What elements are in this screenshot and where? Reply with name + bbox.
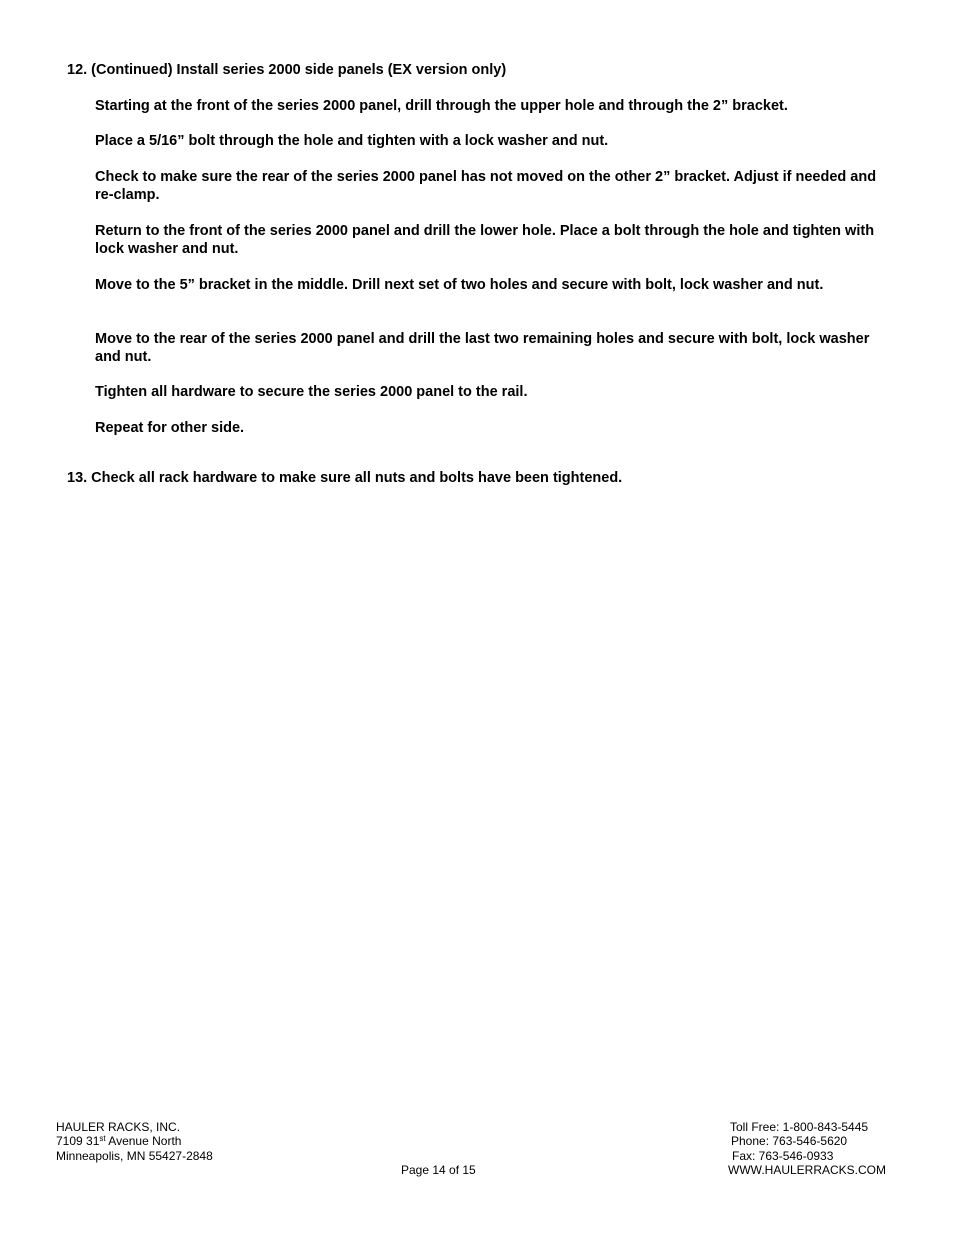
step-12-paragraph-4: Return to the front of the series 2000 panel and drill the lower hole. Place a bolt through the hole and tighten with lock washer and nut. — [95, 223, 875, 257]
footer-fax: Fax: 763-546-0933 — [732, 1149, 834, 1163]
footer-address — [56, 1134, 181, 1149]
footer-address-number: 7109 31 — [56, 1134, 100, 1148]
step-12-paragraph-6: Move to the rear of the series 2000 panel and drill the last two remaining holes and secure with bolt, lock washer and nut. — [95, 331, 870, 365]
footer-company-name: HAULER RACKS, INC. — [56, 1120, 181, 1134]
step-12-heading: 12. (Continued) Install series 2000 side panels (EX version only) — [67, 62, 507, 78]
step-12-paragraph-5: Move to the 5” bracket in the middle. Drill next set of two holes and secure with bolt, lock washer and nut. — [95, 277, 824, 293]
footer-page-number: Page 14 of 15 — [401, 1163, 476, 1177]
step-13-heading: 13. Check all rack hardware to make sure all nuts and bolts have been tightened. — [67, 470, 623, 486]
step-12-paragraph-2: Place a 5/16” bolt through the hole and tighten with a lock washer and nut. — [95, 133, 609, 149]
footer-toll-free: Toll Free: 1-800-843-5445 — [730, 1120, 869, 1134]
footer-city: Minneapolis, MN 55427-2848 — [56, 1149, 213, 1163]
footer-website: WWW.HAULERRACKS.COM — [728, 1163, 887, 1177]
step-12-paragraph-1: Starting at the front of the series 2000 panel, drill through the upper hole and through the 2” bracket. — [95, 98, 788, 114]
footer-phone: Phone: 763-546-5620 — [731, 1134, 848, 1148]
step-12-paragraph-8: Repeat for other side. — [95, 420, 245, 436]
step-12-paragraph-3: Check to make sure the rear of the series 2000 panel has not moved on the other 2” bracket. Adjust if needed and re-clamp. — [95, 169, 877, 203]
footer-address-ordinal: st — [99, 1134, 106, 1143]
step-12-paragraph-7: Tighten all hardware to secure the series 2000 panel to the rail. — [95, 384, 528, 400]
footer-address-street: Avenue North — [105, 1134, 182, 1148]
